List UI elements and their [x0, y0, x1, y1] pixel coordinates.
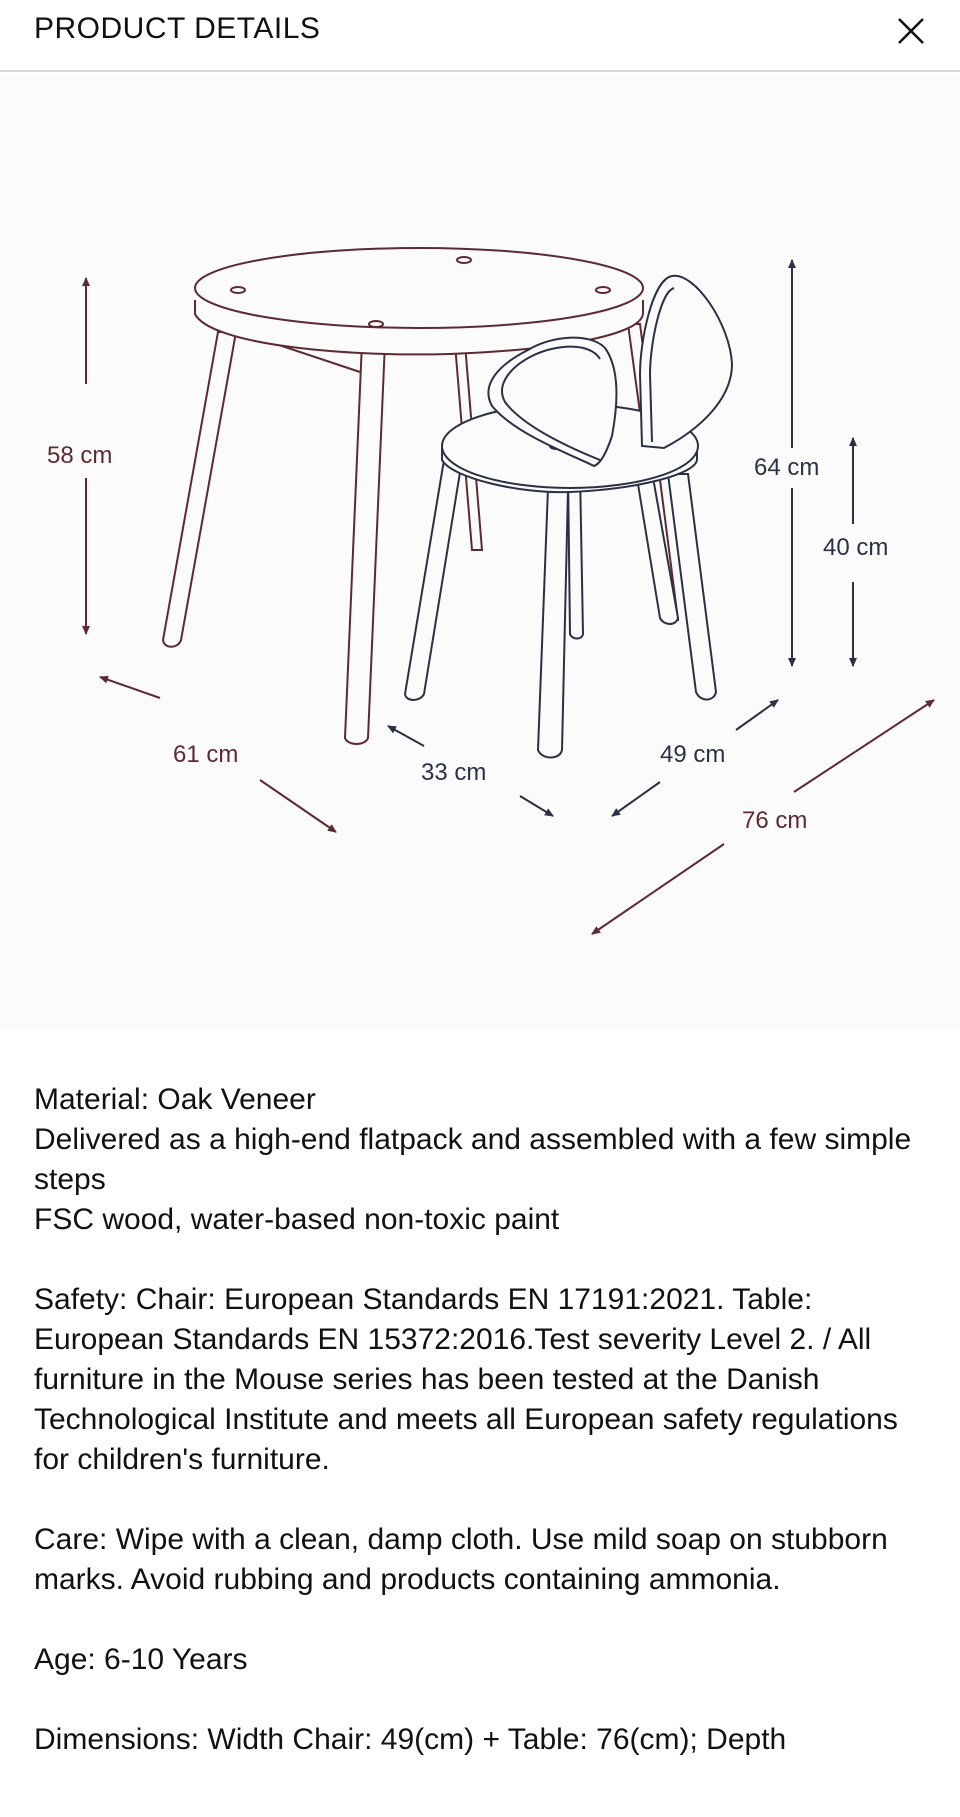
- delivery-line: Delivered as a high-end flatpack and assembled with a few simple steps: [34, 1123, 912, 1196]
- header: [0, 0, 960, 72]
- dim-label-58cm: 58 cm: [47, 442, 113, 469]
- dim-label-61cm: 61 cm: [173, 741, 239, 768]
- close-button[interactable]: [890, 10, 930, 50]
- dim-label-40cm: 40 cm: [823, 534, 889, 561]
- care-paragraph: Care: Wipe with a clean, damp cloth. Use mild soap on stubborn marks. Avoid rubbing and products containing ammonia.: [34, 1523, 888, 1596]
- dim-label-49cm: 49 cm: [660, 741, 726, 768]
- dim-label-64cm: 64 cm: [754, 454, 820, 481]
- dim-label-33cm: 33 cm: [421, 759, 487, 786]
- table-chair-illustration: [0, 74, 960, 1030]
- dimensions-line: Dimensions: Width Chair: 49(cm) + Table: 76(cm); Depth: [34, 1723, 787, 1756]
- page-title: PRODUCT DETAILS: [34, 12, 321, 45]
- close-icon: [890, 10, 930, 50]
- material-line: Material: Oak Veneer: [34, 1083, 316, 1116]
- dimension-diagram: [0, 74, 960, 1030]
- age-line: Age: 6-10 Years: [34, 1643, 248, 1676]
- safety-paragraph: Safety: Chair: European Standards EN 17191:2021. Table: European Standards EN 15372:2016.Test severity Level 2. / All furniture in the Mouse series has been tested at the Danish Technological Institute and meets all European safety regulations for children's furniture.: [34, 1283, 898, 1476]
- wood-line: FSC wood, water-based non-toxic paint: [34, 1203, 560, 1236]
- product-details-text: [34, 1080, 934, 1800]
- dim-label-76cm: 76 cm: [742, 807, 808, 834]
